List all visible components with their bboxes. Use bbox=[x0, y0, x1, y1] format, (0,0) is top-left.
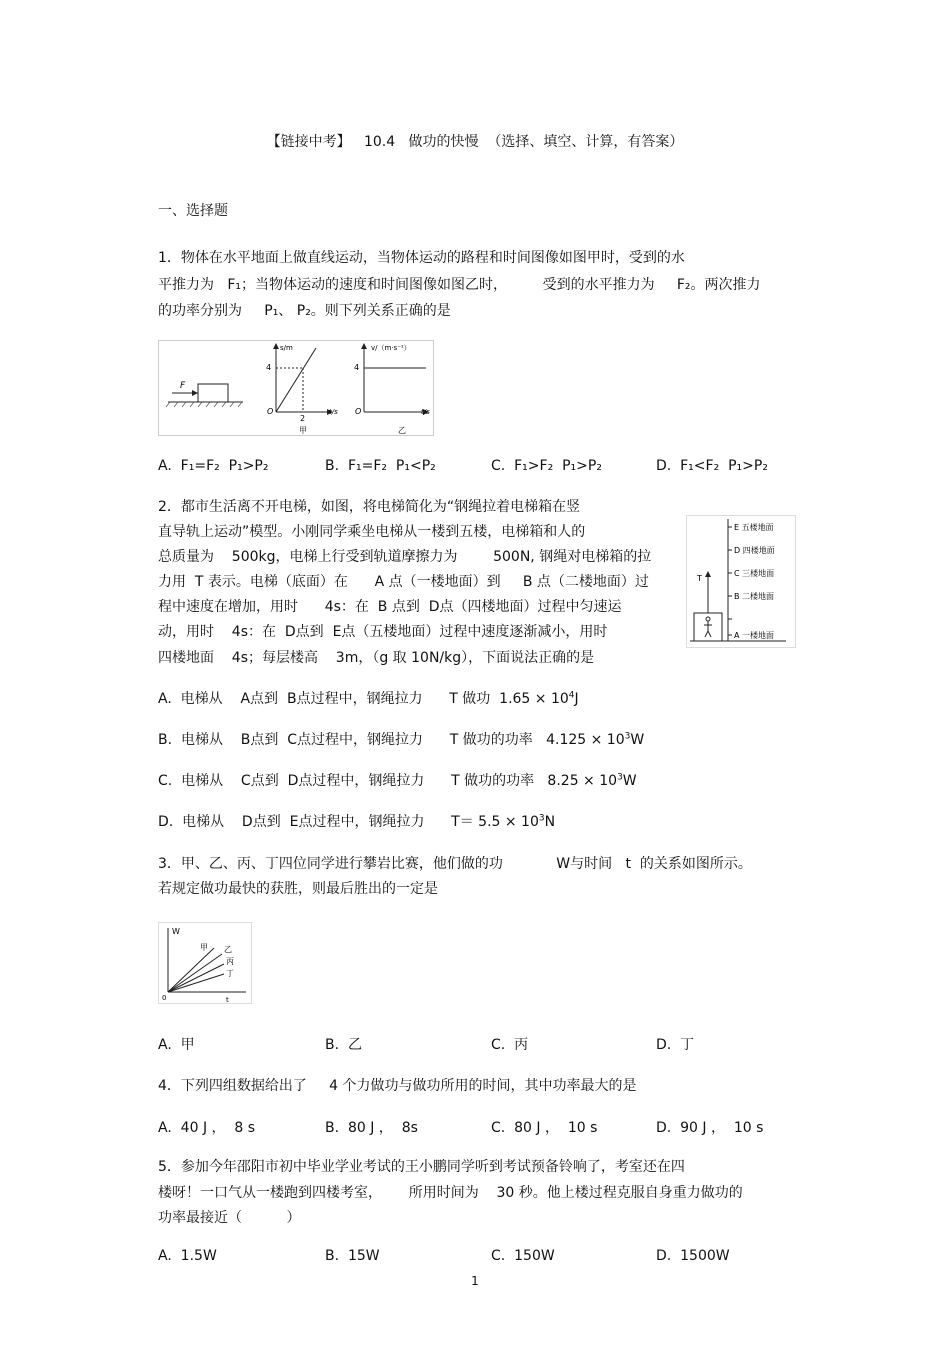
jia-caption: 甲 bbox=[299, 426, 307, 435]
jia-y-arrow bbox=[273, 343, 279, 349]
floor-label-b: B 二楼地面 bbox=[734, 592, 775, 601]
section-heading: 一、选择题 bbox=[158, 203, 228, 219]
tension-label: T bbox=[697, 574, 702, 583]
q1-line-3: 的功率分别为 P₁、 P₂。则下列关系正确的是 bbox=[158, 303, 451, 319]
q5-line-3: 功率最接近（ ） bbox=[158, 1210, 301, 1226]
q2-line-1: 2．都市生活离不开电梯，如图，将电梯简化为“钢绳拉着电梯箱在竖 bbox=[158, 499, 581, 515]
label-bing: 丙 bbox=[226, 957, 234, 966]
force-label: F bbox=[180, 381, 186, 391]
jia-origin: O bbox=[267, 407, 274, 416]
yi-v-label: v/（m·s⁻¹） bbox=[371, 344, 411, 352]
q5-option-b: B. 15W bbox=[325, 1248, 380, 1264]
force-arrowhead bbox=[192, 390, 198, 396]
q2-option-b-text: B. 电梯从 B点到 C点过程中，钢绳拉力 T 做功的功率 4.125 × 10 bbox=[158, 732, 625, 748]
q2-figure-frame bbox=[687, 516, 796, 648]
floor-label-a: A 一楼地面 bbox=[734, 631, 775, 640]
floor-label-e: E 五楼地面 bbox=[734, 523, 774, 532]
w-label: W bbox=[172, 927, 180, 936]
q3-option-a: A. 甲 bbox=[158, 1037, 195, 1053]
q5-line-2: 楼呀！一口气从一楼跑到四楼考室， 所用时间为 30 秒。他上楼过程克服自身重力做功的 bbox=[158, 1185, 743, 1201]
q2-option-d-exp: 3 bbox=[538, 813, 545, 824]
ground-hatch bbox=[166, 402, 242, 407]
q2-line-3: 总质量为 500kg，电梯上行受到轨道摩擦力为 500N, 钢绳对电梯箱的拉 bbox=[158, 549, 652, 565]
q4-line: 4．下列四组数据给出了 4 个力做功与做功所用的时间，其中功率最大的是 bbox=[158, 1078, 637, 1094]
q1-figure bbox=[158, 340, 434, 436]
jia-tick-4: 4 bbox=[266, 363, 272, 372]
q2-option-a-unit: J bbox=[574, 691, 579, 707]
q1-line-1: 1．物体在水平地面上做直线运动，当物体运动的路程和时间图像如图甲时，受到的水 bbox=[158, 250, 685, 266]
t-label: t bbox=[226, 996, 229, 1004]
yi-caption: 乙 bbox=[398, 426, 406, 435]
label-jia: 甲 bbox=[200, 943, 208, 952]
q2-line-7: 四楼地面 4s；每层楼高 3m，（g 取 10N/kg），下面说法正确的是 bbox=[158, 650, 595, 666]
block bbox=[198, 384, 228, 402]
yi-y-arrow bbox=[361, 343, 367, 349]
origin-label: 0 bbox=[162, 994, 167, 1002]
q4-option-a: A. 40 J ， 8 s bbox=[158, 1120, 256, 1136]
jia-tick-2: 2 bbox=[300, 414, 306, 423]
q3-figure bbox=[158, 922, 252, 1004]
line-bing bbox=[168, 964, 224, 992]
q2-line-2: 直导轨上运动”模型。小刚同学乘坐电梯从一楼到五楼，电梯箱和人的 bbox=[158, 524, 586, 540]
q1-option-d: D. F₁<F₂ P₁>P₂ bbox=[656, 458, 768, 474]
q5-option-a: A. 1.5W bbox=[158, 1248, 217, 1264]
page-title: 【链接中考】 10.4 做功的快慢 （选择、填空、计算，有答案） bbox=[266, 134, 684, 150]
q2-option-d-unit: N bbox=[544, 814, 556, 830]
q2-option-a bbox=[158, 688, 579, 708]
q2-line-5: 程中速度在增加，用时 4s：在 B 点到 D点（四楼地面）过程中匀速运 bbox=[158, 599, 622, 615]
q1-option-b: B. F₁=F₂ P₁<P₂ bbox=[325, 458, 436, 474]
jia-line bbox=[276, 348, 316, 412]
q2-line-4: 力用 T 表示。电梯（底面）在 A 点（一楼地面）到 B 点（二楼地面）过 bbox=[158, 574, 649, 590]
yi-origin: O bbox=[355, 407, 362, 416]
q2-option-b-unit: W bbox=[630, 732, 645, 748]
q1-figure-frame bbox=[159, 341, 434, 436]
q2-option-c-text: C. 电梯从 C点到 D点过程中，钢绳拉力 T 做功的功率 8.25 × 10 bbox=[158, 773, 618, 789]
q5-option-d: D. 1500W bbox=[656, 1248, 730, 1264]
q1-option-a: A. F₁=F₂ P₁>P₂ bbox=[158, 458, 269, 474]
q2-line-6: 动，用时 4s：在 D点到 E点（五楼地面）过程中速度逐渐减小，用时 bbox=[158, 624, 608, 640]
q2-option-d bbox=[158, 811, 555, 831]
q2-option-b-exp: 3 bbox=[624, 731, 631, 742]
q2-option-a-text: A. 电梯从 A点到 B点过程中，钢绳拉力 T 做功 1.65 × 10 bbox=[158, 691, 569, 707]
q2-option-b bbox=[158, 729, 644, 749]
yi-t-label: t/s bbox=[421, 408, 430, 416]
jia-t-label: t/s bbox=[329, 408, 338, 416]
floor-label-c: C 三楼地面 bbox=[734, 569, 775, 578]
q4-option-b: B. 80 J ， 8s bbox=[325, 1120, 418, 1136]
q4-option-c: C. 80 J ， 10 s bbox=[491, 1120, 598, 1136]
q1-line-2: 平推力为 F₁；当物体运动的速度和时间图像如图乙时， 受到的水平推力为 F₂。两次推力 bbox=[158, 277, 761, 293]
q4-option-d: D. 90 J ， 10 s bbox=[656, 1120, 764, 1136]
line-jia bbox=[168, 948, 214, 992]
q2-option-c bbox=[158, 770, 637, 790]
q2-option-a-exp: 4 bbox=[568, 690, 575, 701]
floor-label-d: D 四楼地面 bbox=[734, 546, 775, 555]
q3-line-2: 若规定做功最快的获胜，则最后胜出的一定是 bbox=[158, 881, 438, 897]
q3-option-c: C. 丙 bbox=[491, 1037, 529, 1053]
line-ding bbox=[168, 974, 224, 992]
yi-tick-4: 4 bbox=[354, 363, 360, 372]
q2-elevator-figure bbox=[686, 515, 796, 648]
q5-option-c: C. 150W bbox=[491, 1248, 555, 1264]
q2-option-d-text: D. 电梯从 D点到 E点过程中，钢绳拉力 T＝ 5.5 × 10 bbox=[158, 814, 539, 830]
page-number: 1 bbox=[471, 1274, 479, 1288]
q3-option-b: B. 乙 bbox=[325, 1037, 362, 1053]
q3-option-d: D. 丁 bbox=[656, 1037, 695, 1053]
jia-s-label: s/m bbox=[280, 344, 293, 352]
tension-arrow bbox=[705, 571, 711, 577]
label-yi: 乙 bbox=[224, 945, 232, 954]
person-icon bbox=[704, 617, 712, 637]
q5-line-1: 5．参加今年邵阳市初中毕业学业考试的王小鹏同学听到考试预备铃响了，考室还在四 bbox=[158, 1159, 685, 1175]
q2-option-c-exp: 3 bbox=[617, 772, 623, 783]
q3-line-1: 3．甲、乙、丙、丁四位同学进行攀岩比赛，他们做的功 W与时间 t 的关系如图所示。 bbox=[158, 856, 752, 872]
line-yi bbox=[168, 954, 222, 992]
q2-option-c-unit: W bbox=[622, 773, 637, 789]
label-ding: 丁 bbox=[226, 969, 234, 978]
q1-option-c: C. F₁>F₂ P₁>P₂ bbox=[491, 458, 602, 474]
